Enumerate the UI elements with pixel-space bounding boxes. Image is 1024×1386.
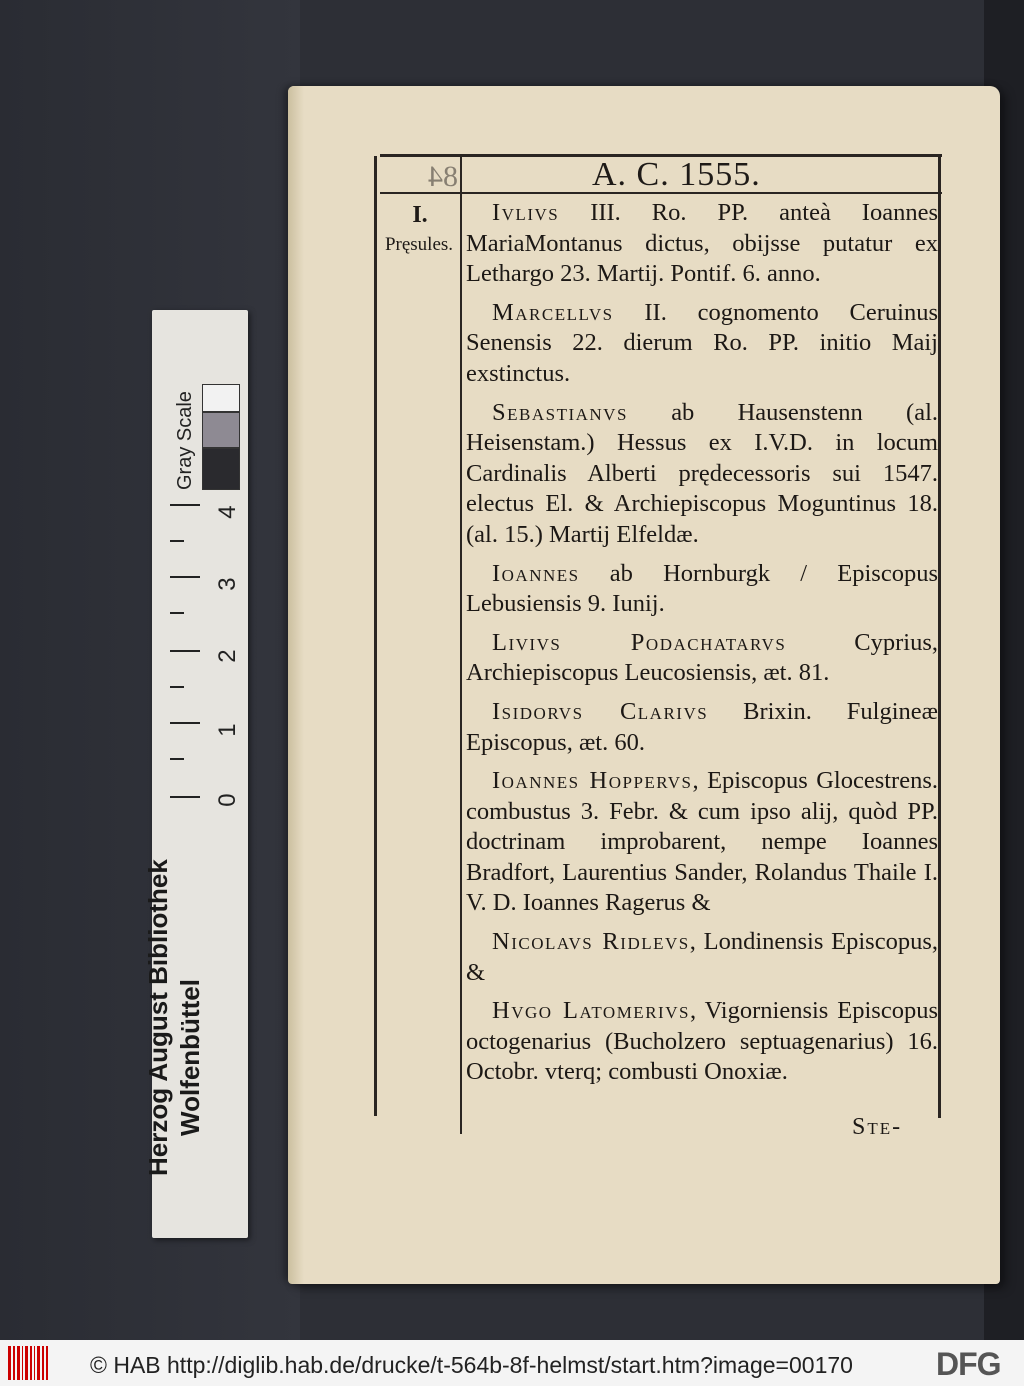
library-city: Wolfenbüttel (175, 979, 205, 1136)
ruler-number: 4 (214, 505, 241, 519)
gray-scale-dark-patch (202, 448, 240, 490)
paragraph-text: Cyprius, Archiepiscopus Leucosiensis, æt. 81. (466, 628, 938, 687)
paragraph (466, 628, 938, 689)
library-name: Herzog August Bibliothek (143, 859, 173, 1176)
paragraph-text: III. Ro. PP. anteà Ioannes MariaMontanus dictus, obijsse putatur ex Lethargo 23. Martij. Pontif. 6. anno. (466, 199, 938, 288)
ruler-ticks (152, 500, 200, 810)
running-head: A. C. 1555. (592, 156, 761, 193)
gray-scale-white-patch (202, 384, 240, 412)
person-name: Sebastianvs (492, 398, 628, 426)
person-name: Ioannes (492, 559, 580, 587)
paragraph-text: II. cognomento Ceruinus Senensis 22. dierum Ro. PP. initio Maij exstinctus. (466, 298, 938, 387)
margin-section-number: I. (412, 202, 428, 228)
ruler-number: 2 (214, 649, 241, 663)
ruler-number: 1 (214, 723, 241, 737)
column-rule-right (938, 156, 941, 1118)
ruler-tick (170, 722, 200, 724)
person-name: Nicolavs Ridlevs (492, 928, 690, 956)
main-text-column (466, 198, 938, 1096)
dfg-logo: DFG (936, 1346, 1001, 1382)
page-number: 84 (428, 160, 458, 193)
ruler-number: 3 (214, 577, 241, 591)
gray-scale-label: Gray Scale (174, 391, 196, 490)
paragraph-text: ab Hornburgk / Episcopus Lebusiensis 9. Iunij. (466, 559, 938, 618)
ruler-tick (170, 540, 184, 542)
paragraph (466, 927, 938, 988)
person-name: Ivlivs (492, 199, 560, 226)
paragraph (466, 559, 938, 620)
person-name: Ioannes Hoppervs (492, 767, 693, 795)
header-divider (460, 156, 462, 194)
paragraph-text: , Vigorniensis Episcopus octogenarius (Bucholzero septuagenarius) 16. Octobr. vterq; combusti Onoxiæ. (466, 997, 938, 1086)
page-edge (288, 86, 304, 1284)
person-name: Isidorvs Clarivs (492, 697, 709, 725)
copyright-link[interactable]: © HAB http://diglib.hab.de/drucke/t-564b-8f-helmst/start.htm?image=00170 (90, 1352, 853, 1378)
paragraph-text: , Episcopus Glocestrens. combustus 3. Febr. & cum ipso alij, quòd PP. doctrinam improbarent, nempe Ioannes Bradfort, Laurentius Sander, Rolandus Thaile I. V. D. Ioannes Ragerus & (466, 767, 939, 917)
margin-section-label: Pręsules. (384, 234, 454, 255)
gray-scale-mid-patch (202, 412, 240, 448)
paragraph-text: Brixin. Fulgineæ Episcopus, æt. 60. (466, 697, 938, 756)
column-rule-left (374, 156, 377, 1116)
ruler-tick (170, 758, 184, 760)
ruler-tick (170, 504, 200, 506)
paragraph (466, 398, 938, 551)
paragraph-text: ab Hausenstenn (al. Heisenstam.) Hessus ex I.V.D. in locum Cardinalis Alberti prędecessoris sui 1547. electus El. & Archiepiscopus Moguntinus 18. (al. 15.) Martij Elfeldæ. (466, 398, 938, 548)
paragraph (466, 697, 938, 758)
person-name: Hvgo Latomerivs (492, 997, 690, 1025)
person-name: Marcellvs (492, 298, 614, 326)
ruler-tick (170, 686, 184, 688)
library-label (142, 776, 206, 1176)
paragraph (466, 996, 938, 1088)
paragraph (466, 766, 938, 919)
paragraph-text: , Londinensis Episcopus, & (466, 928, 938, 986)
ruler-number: 0 (214, 793, 241, 807)
paragraph (466, 198, 938, 290)
paragraph (466, 298, 938, 390)
ruler-tick (170, 612, 184, 614)
barcode-icon (8, 1346, 48, 1380)
person-name: Livivs Podachatarvs (492, 628, 787, 656)
column-rule-middle (460, 194, 462, 1134)
catchword: Ste- (852, 1114, 903, 1140)
ruler-tick (170, 650, 200, 652)
ruler-tick (170, 576, 200, 578)
